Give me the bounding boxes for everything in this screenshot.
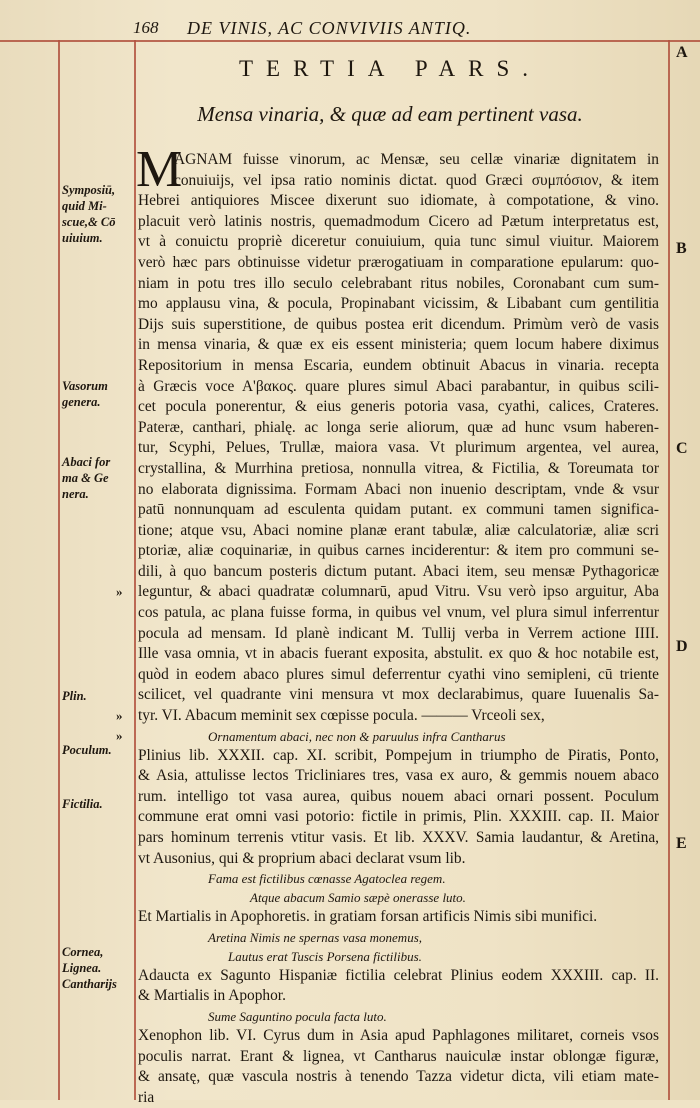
quote-mark: » <box>116 708 123 723</box>
section-title: TERTIA PARS. <box>238 56 542 81</box>
section-letter-a: A <box>676 44 688 61</box>
text-line: Plinius lib. XXXII. cap. XI. scribit, Pompejum in triumpho de Piratis, Ponto, <box>138 746 659 764</box>
text-line: leguntur, & abaci quadratæ columnarū, apud Vitru. Vsu verò ipso arguitur, Aba <box>138 583 659 601</box>
text-line: commune erat omni vasi potorio: fictile in primis, Plin. XXXIII. cap. II. Maior <box>138 808 659 826</box>
text-line: vt Ausonius, qui & proprium abaci declarat vsum lib. <box>138 849 466 867</box>
text-line: Repositorium in mensa Escaria, eundem obtinuit Abacus in vinaria. recepta <box>138 356 659 374</box>
catchword: ria <box>138 1088 155 1106</box>
text-line: scilicet, vel quadrante vini mensura vt mox declarabimus, quare Iuuenalis Sa- <box>138 686 659 704</box>
text-line: tur, Scyphi, Pelues, Trullæ, maiora vasa. Vt plurimum argentea, vel aurea, <box>138 439 659 457</box>
frame-rule-top <box>0 40 700 42</box>
text-line: verò hæc pars obtinuisse videtur prærogatiuam in comparatione epularum: quo- <box>138 253 659 271</box>
text-line: conuiuijs, vel ipsa ratio nominis dictat. quod Græci συμπόσιον, & item <box>174 171 659 189</box>
text-line: à Græcis voce A'βακος. quare plures simul Abaci parabantur, in quibus scili- <box>138 377 659 395</box>
quote-mark: » <box>116 584 123 599</box>
verse-line: Fama est fictilibus cœnasse Agatoclea regem. <box>208 871 446 887</box>
margin-note-cornea: Cornea, Lignea. Cantharijs <box>62 945 117 991</box>
text-line: Dijs suis superstitione, de quibus postea erit dicendum. Primùm verò de vasis <box>138 315 659 333</box>
body-text <box>136 141 659 1108</box>
text-line: AGNAM fuisse vinorum, ac Mensæ, seu cellæ vinariæ dignitatem in <box>174 151 659 168</box>
verse-line: Sume Saguntino pocula facta luto. <box>208 1008 387 1024</box>
text-line: tione; atque vsu, Abaci nomine planæ erant tabulæ, aliæ calculatoriæ, aliæ scri <box>138 521 659 539</box>
text-line: Ille vasa omnia, vt in abacis fuerant exposita, abstulit. ex quo & hoc notabile est, <box>138 645 659 663</box>
text-line: Et Martialis in Apophoretis. in gratiam forsan artificis Nimis sibi munifici. <box>138 908 598 926</box>
text-line: placuit verò latinis nostris, quemadmodum Cicero ad Pætum interpretatus est, <box>138 212 659 230</box>
text-line: mo applausu vina, & pocula, Propinabant vicissim, & Libabant cum gentilitia <box>138 295 659 313</box>
verse-line: Ornamentum abaci, nec non & paruulus infra Cantharus <box>208 728 506 744</box>
page-number: 168 <box>133 18 159 37</box>
page-header <box>115 16 675 38</box>
text-line: & Asia, attulisse lectos Tricliniares tres, vasa ex auro, & gemmis nouem abaco <box>138 767 659 785</box>
verse-line: Aretina Nimis ne spernas vasa monemus, <box>208 929 423 945</box>
verse-line: Atque abacum Samio sæpè onerasse luto. <box>250 890 466 906</box>
text-line: tyr. VI. Abacum meminit sex cœpisse pocula. ——— Vrceoli sex, <box>138 707 545 725</box>
margin-note-abaci: Abaci for ma & Ge nera. <box>62 455 111 501</box>
text-line: in mensa vinaria, & quæ ex eis essent ministeria; quem locum habere diximus <box>138 336 659 354</box>
running-title: DE VINIS, AC CONVIVIIS ANTIQ. <box>187 18 472 38</box>
text-line: dili, à quo bancum posteris dictum putant. Abaci item, seu mensæ Pythagoricæ <box>138 562 659 580</box>
section-letter-d: D <box>676 638 688 655</box>
section-letter-b: B <box>676 240 687 257</box>
text-line: Xenophon lib. VI. Cyrus dum in Asia apud Paphlagones militaret, corneis vsos <box>138 1026 659 1044</box>
text-line: quòd in eodem abaco plures simul deferrentur cyathi vino semipleni, cū triente <box>138 665 659 683</box>
text-line: Pateræ, canthari, phialę. ac longa serie aliorum, quæ ad hunc vsum haberen- <box>138 418 659 436</box>
text-line: pocula ad mensam. Id planè indicant M. Tullij verba in Verrem actione IIII. <box>138 624 659 642</box>
quote-mark: » <box>116 728 123 743</box>
frame-rule-left-inner <box>134 40 136 1100</box>
margin-note-poculum: Poculum. <box>62 743 112 757</box>
text-line: niam in potu tres illo seculo celebrabant ritus nobiles, Coronabant cum sum- <box>138 274 659 292</box>
frame-rule-left-outer <box>58 40 60 1100</box>
text-line: Adaucta ex Sagunto Hispaniæ fictilia celebrat Plinius eodem XXXIII. cap. II. <box>138 966 659 984</box>
section-letter-c: C <box>676 440 688 457</box>
text-line: patū nonnunquam ad esculenta quidam putant. ex communi tamen significa- <box>138 501 659 519</box>
text-line: pars hominum terrenis vtitur vasis. Et lib. XXXV. Samia laudantur, & Aretina, <box>138 829 659 846</box>
frame-rule-right <box>668 40 670 1100</box>
text-line: crystallina, & Murrhina pretiosa, nonnulla vitrea, & Fictilia, & Toreumata tor <box>138 459 659 477</box>
verse-line: Lautus erat Tuscis Porsena fictilibus. <box>228 948 422 964</box>
text-line: rum. intelligo tot vasa aurea, quibus nouem abaci ornari possent. Poculum <box>138 787 659 805</box>
section-subtitle: Mensa vinaria, & quæ ad eam pertinent vasa. <box>197 102 583 126</box>
margin-note-vasorum: Vasorum genera. <box>62 379 108 409</box>
text-line: cos patula, ac plana fuisse forma, in quibus vel vnum, vel plura simul inferrentur <box>138 604 659 622</box>
section-letter-e: E <box>676 835 687 852</box>
text-line: poculis narrat. Erant & lignea, vt Cantharus nauiculæ instar oblongæ figuræ, <box>138 1047 659 1065</box>
margin-note-plin: Plin. <box>62 689 87 703</box>
text-line: & ansatę, quæ vascula nostris à tenendo Tazza videtur dicta, vili etiam mate- <box>138 1068 659 1086</box>
text-line: ptoriæ, aliæ coquinariæ, in quibus carnes inciderentur: & item pro communi se- <box>138 542 659 560</box>
text-line: no elaborata dignissima. Formam Abaci non inuenio descriptam, vnde & vsur <box>138 480 659 498</box>
margin-note-fictilia: Fictilia. <box>62 797 103 811</box>
text-line: & Martialis in Apophor. <box>138 987 286 1005</box>
text-line: cet pocula ponerentur, & eius generis potoria vasa, cyathi, calices, Crateres. <box>138 398 659 416</box>
text-line: vt à conuictu propriè diceretur conuiuium, quia tunc simul viuitur. Maiorem <box>138 233 659 251</box>
drop-cap: M <box>136 141 183 198</box>
text-line: Hebrei antiquiores Miscee dixerunt suo idiomate, à compotatione, & vino. <box>138 192 659 210</box>
margin-note-symposium: Symposiū, quid Mi- scue,& Cō uiuium. <box>62 183 116 245</box>
